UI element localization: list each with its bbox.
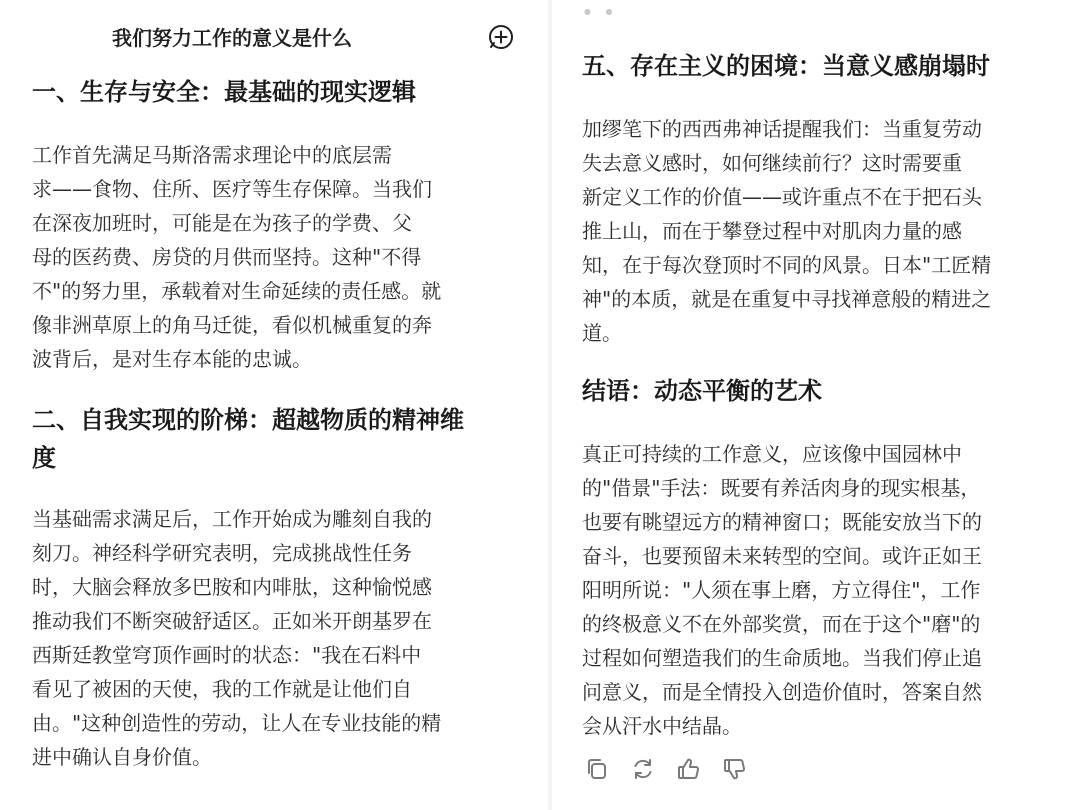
thumbs-down-icon [722, 756, 748, 782]
section-1 [32, 73, 532, 111]
paragraph-line: 真正可持续的工作意义，应该像中国园林中 [582, 442, 962, 466]
paragraph-line: 加缪笔下的西西弗神话提醒我们：当重复劳动 [582, 117, 982, 141]
chat-title: 我们努力工作的意义是什么 [112, 26, 352, 50]
paragraph-line: 的终极意义不在外部奖赏，而在于这个"磨"的 [582, 612, 981, 636]
new-chat-button[interactable] [486, 22, 516, 52]
paragraph-line: 求——食物、住所、医疗等生存保障。当我们 [32, 177, 432, 201]
paragraph-line: 阳明所说："人须在事上磨，方立得住"，工作 [582, 578, 981, 602]
paragraph-line: 西斯廷教堂穹顶作画时的状态："我在石料中 [32, 643, 422, 667]
paragraph-line: 刻刀。神经科学研究表明，完成挑战性任务 [32, 541, 412, 565]
regenerate-button[interactable] [630, 756, 658, 784]
copy-icon [584, 756, 610, 782]
paragraph-line: 神"的本质，就是在重复中寻找禅意般的精进之 [582, 287, 992, 311]
plus-circle-icon [486, 22, 516, 52]
paragraph-line: 问意义，而是全情投入创造价值时，答案自然 [582, 680, 982, 704]
section-2-body [32, 502, 542, 774]
section-heading-line: 度 [32, 444, 56, 472]
paragraph-line: 推上山，而在于攀登过程中对肌肉力量的感 [582, 219, 962, 243]
section-heading: 五、存在主义的困境：当意义感崩塌时 [582, 52, 990, 80]
paragraph-line: 时，大脑会释放多巴胺和内啡肽，这种愉悦感 [32, 575, 432, 599]
conclusion-body [582, 437, 1072, 743]
thumbs-up-button[interactable] [676, 756, 704, 784]
paragraph-line: 不"的努力里，承载着对生命延续的责任感。就 [32, 279, 442, 303]
paragraph-line: 失去意义感时，如何继续前行？这时需要重 [582, 151, 962, 175]
paragraph-line: 会从汗水中结晶。 [582, 714, 742, 738]
section-2-heading [32, 401, 542, 477]
paragraph-line: 波背后，是对生存本能的忠诚。 [32, 347, 312, 371]
section-heading-line: 二、自我实现的阶梯：超越物质的精神维 [32, 406, 464, 434]
paragraph-line: 像非洲草原上的角马迁徙，看似机械重复的奔 [32, 313, 432, 337]
section-5 [582, 47, 1062, 85]
copy-button[interactable] [584, 756, 612, 784]
thumbs-down-button[interactable] [722, 756, 750, 784]
paragraph-line: 当基础需求满足后，工作开始成为雕刻自我的 [32, 507, 432, 531]
paragraph-line: 也要有眺望远方的精神窗口；既能安放当下的 [582, 510, 982, 534]
paragraph-line: 推动我们不断突破舒适区。正如米开朗基罗在 [32, 609, 432, 633]
section-heading: 结语：动态平衡的艺术 [582, 377, 822, 405]
paragraph-line: 在深夜加班时，可能是在为孩子的学费、父 [32, 211, 412, 235]
paragraph-line: 工作首先满足马斯洛需求理论中的底层需 [32, 143, 392, 167]
section-heading: 一、生存与安全：最基础的现实逻辑 [32, 78, 416, 106]
paragraph-line: 知，在于每次登顶时不同的风景。日本"工匠精 [582, 253, 992, 277]
paragraph-line: 由。"这种创造性的劳动，让人在专业技能的精 [32, 711, 442, 735]
section-5-body [582, 112, 1072, 350]
paragraph-line: 过程如何塑造我们的生命质地。当我们停止追 [582, 646, 982, 670]
paragraph-line: 母的医药费、房贷的月供而坚持。这种"不得 [32, 245, 422, 269]
paragraph-line: 看见了被困的天使，我的工作就是让他们自 [32, 677, 412, 701]
regenerate-icon [630, 756, 656, 782]
paragraph-line: 新定义工作的价值——或许重点不在于把石头 [582, 185, 982, 209]
paragraph-line: 的"借景"手法：既要有养活肉身的现实根基， [582, 476, 981, 500]
conclusion [582, 372, 1062, 410]
paragraph-line: 奋斗，也要预留未来转型的空间。或许正如王 [582, 544, 982, 568]
scroll-indicator-dots: ● ● [584, 7, 619, 16]
thumbs-up-icon [676, 756, 702, 782]
paragraph-line: 进中确认自身价值。 [32, 745, 212, 769]
paragraph-line: 道。 [582, 321, 622, 345]
section-1-body [32, 138, 542, 376]
